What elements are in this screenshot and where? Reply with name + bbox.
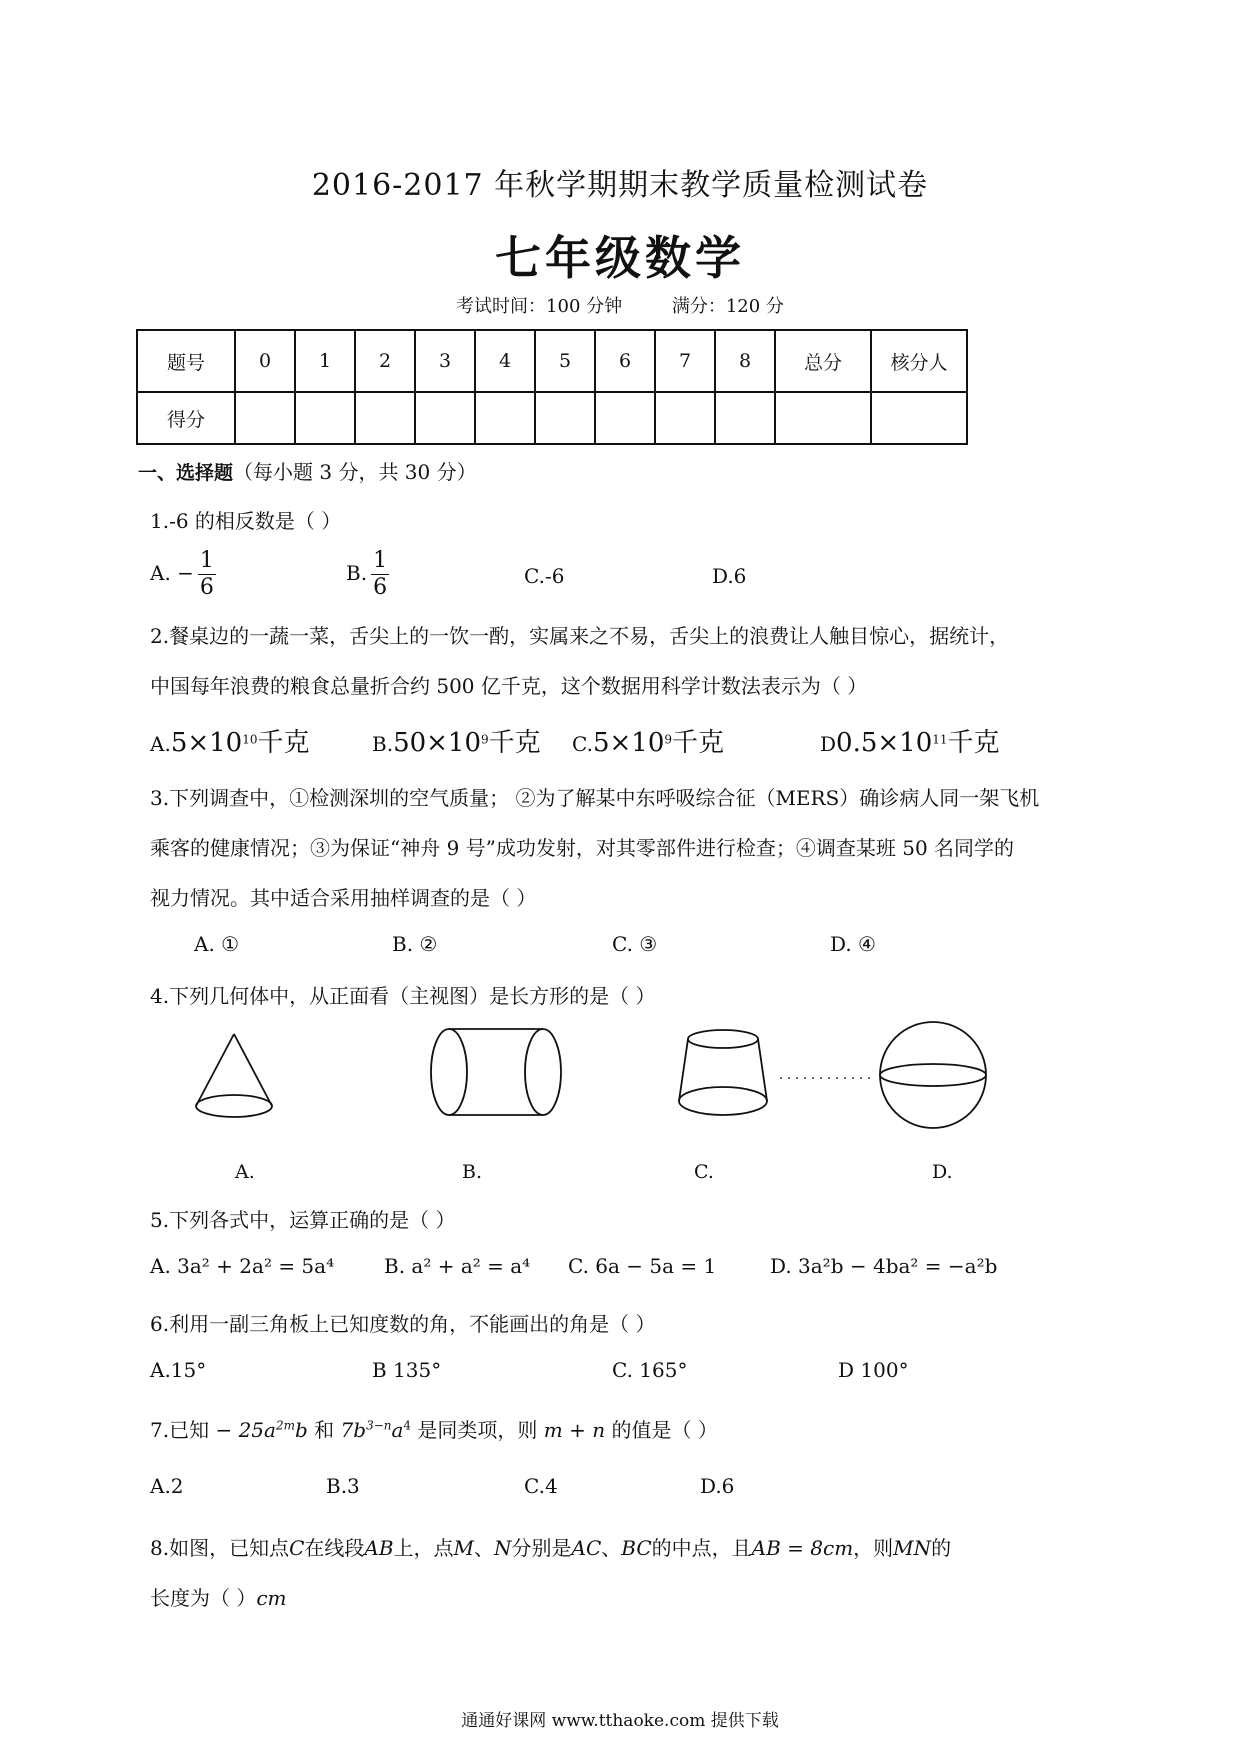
q5-option-a: A. 3a² + 2a² = 5a⁴ bbox=[150, 1254, 335, 1278]
option-unit: 千克 bbox=[488, 728, 541, 758]
q3-option-c: C. ③ bbox=[612, 932, 658, 956]
question-3-line2: 乘客的健康情况；③为保证“神舟 9 号”成功发射，对其零部件进行检查；④调查某班 50 名同学的 bbox=[150, 836, 1015, 860]
exponent: 11 bbox=[932, 732, 948, 747]
section-heading bbox=[138, 456, 477, 485]
option-value: 5×10 bbox=[592, 728, 665, 758]
q5-option-c: C. 6a − 5a = 1 bbox=[568, 1254, 717, 1278]
full-score: 满分：120 分 bbox=[671, 296, 784, 317]
q8-math: AB bbox=[364, 1536, 394, 1560]
q8-text: 在线段 bbox=[304, 1536, 365, 1560]
q8-text: ，则 bbox=[853, 1536, 894, 1560]
question-2-line1: 2.餐桌边的一蔬一菜，舌尖上的一饮一酌，实属来之不易，舌尖上的浪费让人触目惊心，据统计， bbox=[150, 624, 1010, 648]
score-cell: 8 bbox=[715, 330, 775, 392]
option-value: 50×10 bbox=[393, 728, 482, 758]
subject-title: 七年级数学 bbox=[495, 231, 745, 285]
exam-title: 2016-2017 年秋学期期末教学质量检测试卷 bbox=[311, 168, 929, 203]
q3-option-d: D. ④ bbox=[830, 932, 876, 956]
q7-exponent: 3−n bbox=[366, 1418, 392, 1433]
q8-math: BC bbox=[621, 1536, 652, 1560]
question-4-stem: 4.下列几何体中，从正面看（主视图）是长方形的是（ ） bbox=[150, 984, 656, 1008]
numerator: 1 bbox=[199, 548, 214, 573]
q6-option-a: A.15° bbox=[150, 1358, 207, 1382]
cone-figure bbox=[196, 1034, 272, 1117]
score-row-label: 得分 bbox=[137, 392, 235, 444]
q5-option-b: B. a² + a² = a⁴ bbox=[384, 1254, 531, 1278]
q6-option-d: D 100° bbox=[838, 1358, 909, 1382]
option-label: B. bbox=[372, 732, 394, 756]
q2-option-b bbox=[372, 722, 541, 759]
q3-option-a: A. ① bbox=[194, 932, 240, 956]
exam-info bbox=[0, 292, 1240, 318]
q8-math: C bbox=[289, 1536, 305, 1560]
score-cell: 0 bbox=[235, 330, 295, 392]
exam-time: 考试时间：100 分钟 bbox=[456, 296, 623, 317]
option-label: C. bbox=[572, 732, 593, 756]
fraction bbox=[371, 548, 389, 601]
score-table-header-row bbox=[137, 330, 967, 392]
q8-text: 分别是 bbox=[511, 1536, 572, 1560]
score-blank[interactable] bbox=[655, 392, 715, 444]
q7-math: 7 bbox=[340, 1418, 354, 1442]
score-cell: 题号 bbox=[137, 330, 235, 392]
question-2-line2: 中国每年浪费的粮食总量折合约 500 亿千克，这个数据用科学计数法表示为（ ） bbox=[150, 674, 868, 698]
q8-math: cm bbox=[256, 1586, 287, 1610]
score-blank[interactable] bbox=[715, 392, 775, 444]
q8-text: 8.如图，已知点 bbox=[150, 1536, 290, 1560]
score-blank[interactable] bbox=[355, 392, 415, 444]
q6-option-c: C. 165° bbox=[612, 1358, 688, 1382]
score-cell: 1 bbox=[295, 330, 355, 392]
q5-option-d: D. 3a²b − 4ba² = −a²b bbox=[770, 1254, 998, 1278]
q7-exponent: 2m bbox=[275, 1418, 295, 1433]
q7-text: 的值是（ ） bbox=[611, 1418, 718, 1442]
q7-option-c: C.4 bbox=[524, 1474, 558, 1498]
section-note: （每小题 3 分，共 30 分） bbox=[233, 460, 477, 484]
q8-text: 上，点 bbox=[393, 1536, 454, 1560]
q8-text: 长度为（ ） bbox=[150, 1586, 257, 1610]
q1-option-b bbox=[346, 548, 389, 601]
q7-text: 是同类项，则 bbox=[417, 1418, 538, 1442]
question-3-line1: 3.下列调查中，①检测深圳的空气质量； ②为了解某中东呼吸综合征（MERS）确诊病人同一架飞机 bbox=[150, 786, 1040, 810]
denominator: 6 bbox=[373, 575, 388, 600]
score-table bbox=[136, 329, 968, 445]
option-label: A. − bbox=[150, 561, 194, 585]
option-label: A. bbox=[150, 732, 171, 756]
score-cell: 总分 bbox=[775, 330, 871, 392]
q2-option-d bbox=[820, 722, 1000, 759]
score-cell: 7 bbox=[655, 330, 715, 392]
score-blank[interactable] bbox=[775, 392, 871, 444]
q1-option-a bbox=[150, 548, 216, 601]
score-blank[interactable] bbox=[595, 392, 655, 444]
score-cell: 4 bbox=[475, 330, 535, 392]
q7-option-a: A.2 bbox=[150, 1474, 184, 1498]
q7-math: a bbox=[264, 1418, 276, 1442]
question-1-stem: 1.-6 的相反数是（ ） bbox=[150, 509, 342, 533]
question-6-stem: 6.利用一副三角板上已知度数的角，不能画出的角是（ ） bbox=[150, 1312, 656, 1336]
exponent: 9 bbox=[481, 732, 489, 747]
q4-label-b: B. bbox=[462, 1161, 483, 1183]
q8-math: AB = 8cm bbox=[751, 1536, 854, 1560]
q8-text: 的 bbox=[931, 1536, 952, 1560]
score-cell: 6 bbox=[595, 330, 655, 392]
numerator: 1 bbox=[373, 548, 388, 573]
q8-math: N bbox=[494, 1536, 512, 1560]
q7-option-d: D.6 bbox=[700, 1474, 735, 1498]
score-blank[interactable] bbox=[871, 392, 967, 444]
option-unit: 千克 bbox=[947, 728, 1000, 758]
q2-option-c bbox=[572, 722, 724, 759]
q3-option-b: B. ② bbox=[392, 932, 438, 956]
sphere-figure bbox=[880, 1022, 986, 1128]
exponent: 9 bbox=[664, 732, 673, 747]
q7-math: − 25 bbox=[215, 1418, 265, 1442]
score-cell: 核分人 bbox=[871, 330, 967, 392]
score-blank[interactable] bbox=[475, 392, 535, 444]
score-table-score-row bbox=[137, 392, 967, 444]
q8-math: M bbox=[453, 1536, 475, 1560]
q8-text: 的中点，且 bbox=[651, 1536, 752, 1560]
score-blank[interactable] bbox=[235, 392, 295, 444]
q8-math: AC bbox=[571, 1536, 602, 1560]
score-blank[interactable] bbox=[535, 392, 595, 444]
q4-label-c: C. bbox=[694, 1161, 714, 1183]
q8-text: 、 bbox=[474, 1536, 495, 1560]
q7-math: b bbox=[353, 1418, 367, 1442]
option-label: D bbox=[820, 732, 837, 756]
question-7-stem bbox=[150, 1414, 718, 1443]
q6-option-b: B 135° bbox=[372, 1358, 442, 1382]
cylinder-figure bbox=[431, 1029, 561, 1115]
option-unit: 千克 bbox=[672, 728, 725, 758]
score-cell: 3 bbox=[415, 330, 475, 392]
q7-math: b bbox=[294, 1418, 308, 1442]
score-blank[interactable] bbox=[415, 392, 475, 444]
footer-credit: 通通好课网 www.tthaoke.com 提供下载 bbox=[461, 1711, 779, 1731]
frustum-figure bbox=[679, 1030, 767, 1115]
q8-math: MN bbox=[893, 1536, 932, 1560]
question-5-stem: 5.下列各式中，运算正确的是（ ） bbox=[150, 1208, 456, 1232]
option-value: 0.5×10 bbox=[836, 728, 933, 758]
q8-text: 、 bbox=[601, 1536, 622, 1560]
question-3-line3: 视力情况。其中适合采用抽样调查的是（ ） bbox=[150, 886, 537, 910]
q7-math: m + n bbox=[543, 1418, 606, 1442]
section-title: 一、选择题 bbox=[138, 462, 234, 484]
score-cell: 2 bbox=[355, 330, 415, 392]
q7-math: a bbox=[391, 1418, 404, 1442]
score-blank[interactable] bbox=[295, 392, 355, 444]
q7-exponent: 4 bbox=[403, 1418, 412, 1433]
q1-option-c: C.-6 bbox=[524, 564, 565, 588]
fraction bbox=[198, 548, 216, 601]
option-label: B. bbox=[346, 561, 368, 585]
q1-option-d: D.6 bbox=[712, 564, 747, 588]
question-8-line2 bbox=[150, 1582, 287, 1611]
q7-text: 和 bbox=[314, 1418, 335, 1442]
option-unit: 千克 bbox=[257, 728, 310, 758]
question-8-line1 bbox=[150, 1532, 951, 1561]
denominator: 6 bbox=[199, 575, 214, 600]
exponent: 10 bbox=[242, 732, 258, 747]
q4-label-d: D. bbox=[932, 1161, 953, 1183]
q7-text: 7.已知 bbox=[150, 1418, 210, 1442]
score-cell: 5 bbox=[535, 330, 595, 392]
q4-label-a: A. bbox=[235, 1161, 255, 1183]
q7-option-b: B.3 bbox=[326, 1474, 360, 1498]
option-value: 5×10 bbox=[170, 728, 243, 758]
q2-option-a bbox=[150, 722, 310, 759]
